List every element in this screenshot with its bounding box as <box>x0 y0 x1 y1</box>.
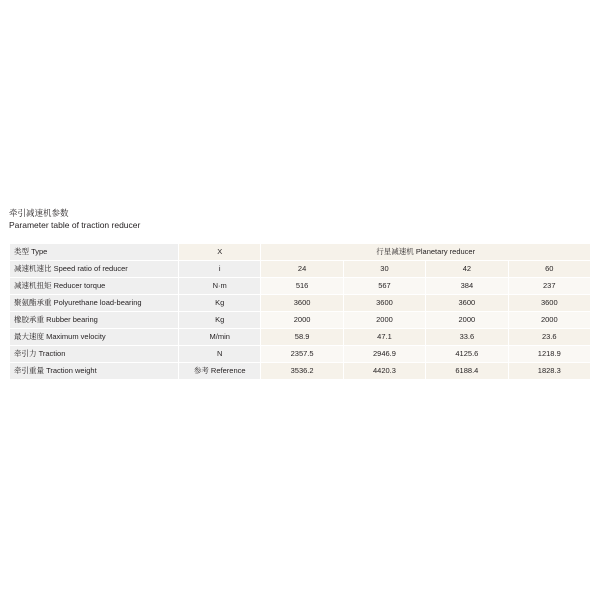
section-heading <box>9 207 409 231</box>
row-value: 60 <box>508 261 590 278</box>
row-value: 42 <box>426 261 508 278</box>
row-value: 58.9 <box>261 329 343 346</box>
row-value: 47.1 <box>343 329 425 346</box>
heading-english: Parameter table of traction reducer <box>9 220 141 230</box>
row-value: 567 <box>343 278 425 295</box>
row-value: 2946.9 <box>343 346 425 363</box>
table-row <box>10 261 591 278</box>
row-value: 2000 <box>508 312 590 329</box>
row-label: 最大速度 Maximum velocity <box>10 329 179 346</box>
table-row <box>10 312 591 329</box>
table-row <box>10 363 591 380</box>
header-type-value: X <box>179 244 261 261</box>
row-value: 2000 <box>426 312 508 329</box>
row-label: 减速机速比 Speed ratio of reducer <box>10 261 179 278</box>
row-value: 23.6 <box>508 329 590 346</box>
row-value: 384 <box>426 278 508 295</box>
row-value: 6188.4 <box>426 363 508 380</box>
row-value: 2000 <box>343 312 425 329</box>
row-value: 4125.6 <box>426 346 508 363</box>
row-value: 4420.3 <box>343 363 425 380</box>
row-value: 1218.9 <box>508 346 590 363</box>
row-unit: i <box>179 261 261 278</box>
row-unit: Kg <box>179 295 261 312</box>
header-planetary-reducer: 行星减速机 Planetary reducer <box>261 244 591 261</box>
row-label: 橡胶承重 Rubber bearing <box>10 312 179 329</box>
row-value: 3600 <box>343 295 425 312</box>
row-value: 516 <box>261 278 343 295</box>
table-row <box>10 278 591 295</box>
row-unit: Kg <box>179 312 261 329</box>
heading-chinese: 牵引减速机参数 <box>9 208 69 218</box>
row-label: 牵引重量 Traction weight <box>10 363 179 380</box>
row-value: 2000 <box>261 312 343 329</box>
row-value: 3600 <box>508 295 590 312</box>
row-value: 3536.2 <box>261 363 343 380</box>
row-value: 237 <box>508 278 590 295</box>
row-unit: N <box>179 346 261 363</box>
row-unit: M/min <box>179 329 261 346</box>
row-value: 30 <box>343 261 425 278</box>
row-value: 1828.3 <box>508 363 590 380</box>
table-row <box>10 295 591 312</box>
header-type-label: 类型 Type <box>10 244 179 261</box>
row-value: 2357.5 <box>261 346 343 363</box>
row-unit: N·m <box>179 278 261 295</box>
row-value: 3600 <box>426 295 508 312</box>
traction-reducer-parameter-table <box>9 243 591 380</box>
table-row <box>10 329 591 346</box>
row-label: 牵引力 Traction <box>10 346 179 363</box>
table-header-row <box>10 244 591 261</box>
row-unit: 参考 Reference <box>179 363 261 380</box>
table-row <box>10 346 591 363</box>
row-label: 减速机扭矩 Reducer torque <box>10 278 179 295</box>
row-value: 24 <box>261 261 343 278</box>
row-label: 聚氨酯承重 Polyurethane load-bearing <box>10 295 179 312</box>
row-value: 3600 <box>261 295 343 312</box>
row-value: 33.6 <box>426 329 508 346</box>
